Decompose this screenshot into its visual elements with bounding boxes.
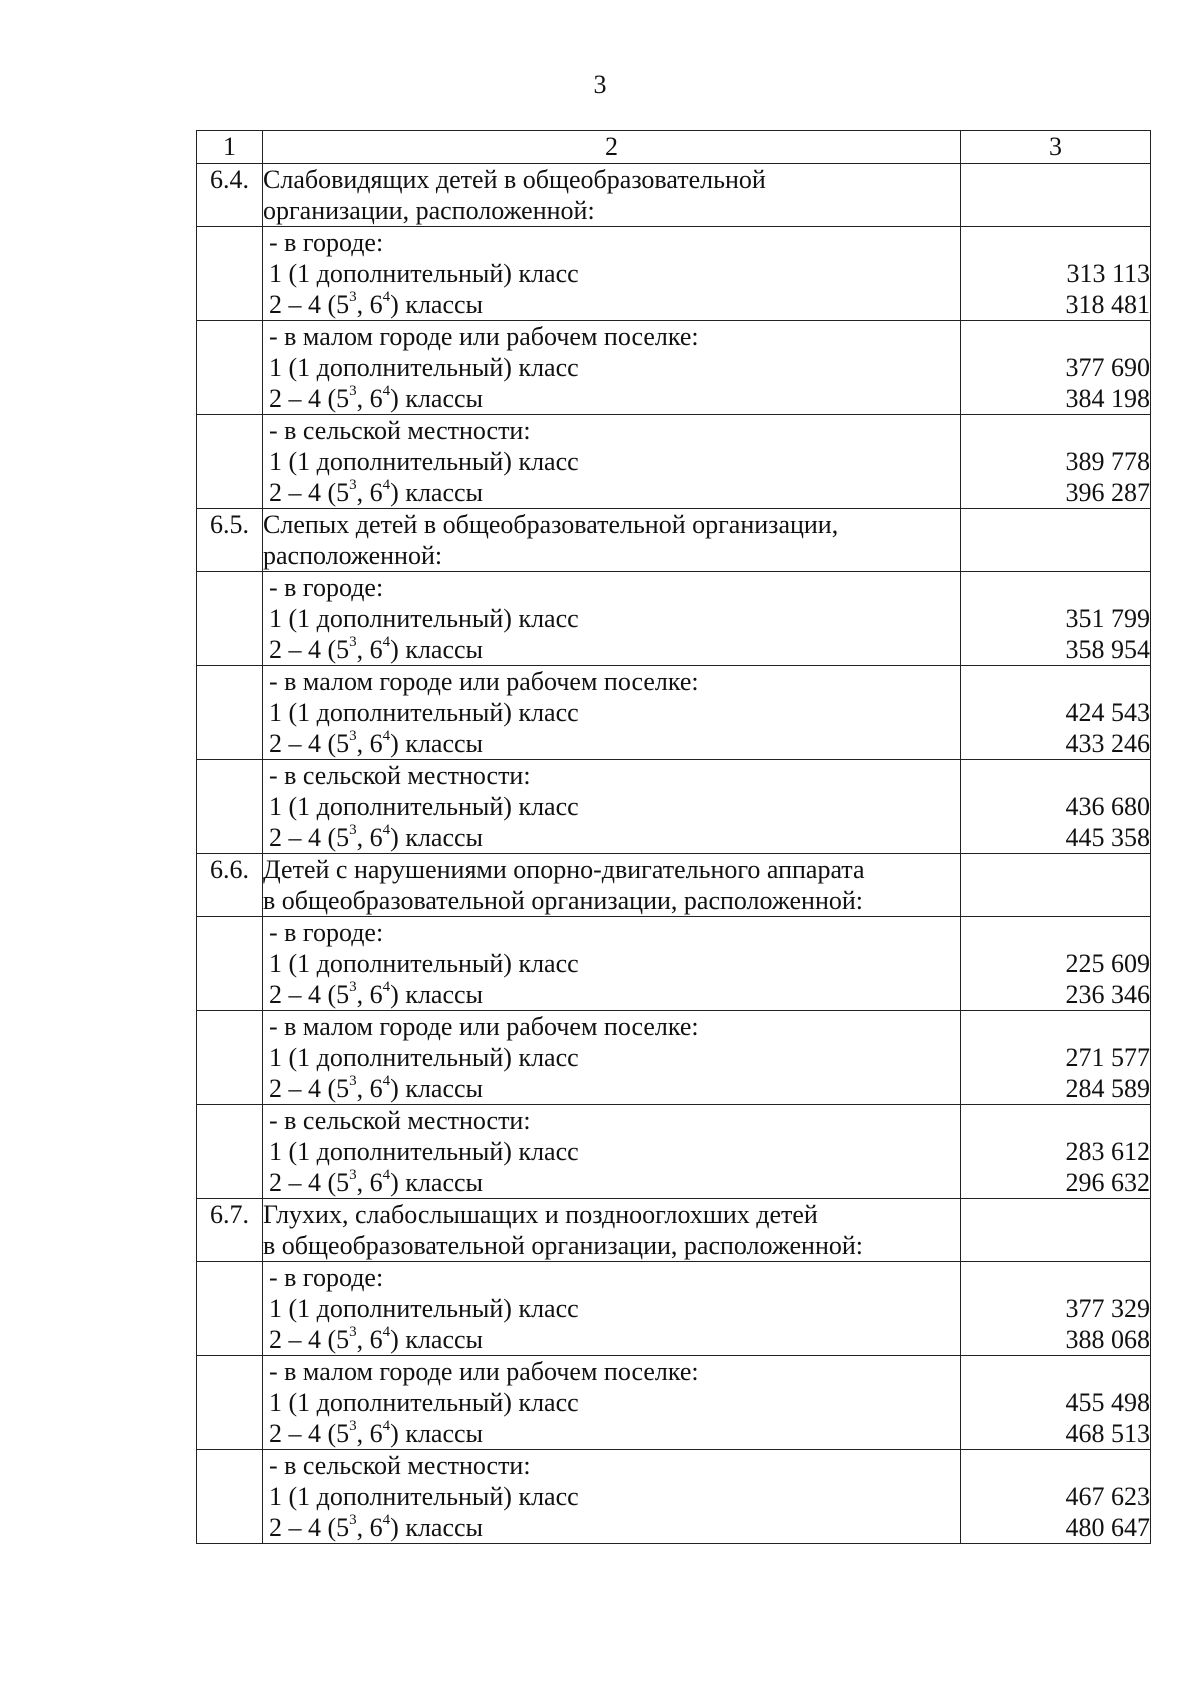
value-spacer: [961, 572, 1150, 603]
number-cell-empty: [197, 760, 263, 854]
section-number: 6.6.: [197, 854, 263, 917]
value-spacer: [961, 1011, 1150, 1042]
class-row-value: 271 577: [1065, 1043, 1150, 1072]
class-row-value: 377 690: [1065, 353, 1150, 382]
section-title-line: Слепых детей в общеобразовательной организации,: [263, 510, 839, 539]
location-group-text: [263, 1262, 961, 1356]
classes-row-value: 388 068: [1065, 1325, 1150, 1354]
footnote-ref: 4: [382, 477, 391, 494]
location-group-values: [961, 1262, 1151, 1356]
class-row-label: 1 (1 дополнительный) класс: [269, 447, 579, 476]
footnote-ref: 3: [349, 1418, 357, 1435]
class-row-label: 1 (1 дополнительный) класс: [269, 259, 579, 288]
class-row-value: 283 612: [1065, 1137, 1150, 1166]
classes-label-mid: , 6: [356, 980, 383, 1009]
location-group-row: [197, 1105, 1151, 1199]
value-spacer: [961, 1105, 1150, 1136]
classes-label-prefix: 2 – 4 (5: [269, 1325, 350, 1354]
location-group-row: [197, 572, 1151, 666]
section-value-empty: [961, 854, 1151, 917]
classes-label-prefix: 2 – 4 (5: [269, 384, 350, 413]
number-cell-empty: [197, 415, 263, 509]
footnote-ref: 4: [382, 634, 391, 651]
classes-label-suffix: ) классы: [390, 980, 484, 1009]
number-cell-empty: [197, 1105, 263, 1199]
section-number: 6.4.: [197, 164, 263, 227]
classes-row-value: 296 632: [1065, 1168, 1150, 1197]
classes-row-value: 480 647: [1065, 1513, 1150, 1542]
location-label: - в малом городе или рабочем поселке:: [269, 1357, 699, 1386]
classes-label-mid: , 6: [356, 823, 383, 852]
section-title-line: организации, расположенной:: [263, 196, 595, 225]
location-label: - в городе:: [269, 228, 384, 257]
section-title-line: расположенной:: [263, 541, 443, 570]
number-cell-empty: [197, 227, 263, 321]
location-group-values: [961, 1011, 1151, 1105]
location-group-row: [197, 1356, 1151, 1450]
classes-row-label: [263, 979, 960, 1010]
classes-row-label: [263, 728, 960, 759]
location-group-text: [263, 1450, 961, 1544]
classes-label-suffix: ) классы: [390, 823, 484, 852]
section-title-row: [197, 1199, 1151, 1262]
classes-label-mid: , 6: [356, 1168, 383, 1197]
number-cell-empty: [197, 666, 263, 760]
footnote-ref: 4: [382, 822, 391, 839]
location-group-text: [263, 415, 961, 509]
class-row-value: 436 680: [1065, 792, 1150, 821]
classes-label-suffix: ) классы: [390, 729, 484, 758]
footnote-ref: 4: [382, 1167, 391, 1184]
classes-label-mid: , 6: [356, 290, 383, 319]
class-row-value: 467 623: [1065, 1482, 1150, 1511]
section-title: [263, 164, 961, 227]
classes-row-label: [263, 822, 960, 853]
section-title-line: Детей с нарушениями опорно-двигательного аппарата: [263, 855, 865, 884]
classes-label-suffix: ) классы: [390, 1168, 484, 1197]
value-spacer: [961, 227, 1150, 258]
classes-label-suffix: ) классы: [390, 290, 484, 319]
location-label: - в малом городе или рабочем поселке:: [269, 1012, 699, 1041]
classes-label-prefix: 2 – 4 (5: [269, 635, 350, 664]
class-row-label: 1 (1 дополнительный) класс: [269, 1482, 579, 1511]
location-label: - в городе:: [269, 918, 384, 947]
classes-label-suffix: ) классы: [390, 384, 484, 413]
section-title-line: в общеобразовательной организации, расположенной:: [263, 1231, 864, 1260]
location-group-row: [197, 666, 1151, 760]
location-group-text: [263, 760, 961, 854]
footnote-ref: 3: [349, 477, 357, 494]
location-label: - в сельской местности:: [269, 1451, 531, 1480]
classes-label-prefix: 2 – 4 (5: [269, 729, 350, 758]
classes-row-label: [263, 1418, 960, 1449]
class-row-value: 455 498: [1065, 1388, 1150, 1417]
location-group-values: [961, 1105, 1151, 1199]
value-spacer: [961, 760, 1150, 791]
section-value-empty: [961, 164, 1151, 227]
number-cell-empty: [197, 1011, 263, 1105]
value-spacer: [961, 666, 1150, 697]
class-row-value: 313 113: [1066, 259, 1150, 288]
value-spacer: [961, 1450, 1150, 1481]
location-group-row: [197, 227, 1151, 321]
class-row-label: 1 (1 дополнительный) класс: [269, 792, 579, 821]
location-group-text: [263, 227, 961, 321]
classes-label-mid: , 6: [356, 729, 383, 758]
classes-label-mid: , 6: [356, 478, 383, 507]
classes-row-label: [263, 383, 960, 414]
footnote-ref: 4: [382, 1324, 391, 1341]
location-label: - в сельской местности:: [269, 1106, 531, 1135]
table-header-row: [197, 131, 1151, 164]
classes-label-suffix: ) классы: [390, 635, 484, 664]
classes-label-suffix: ) классы: [390, 1513, 484, 1542]
classes-row-value: 396 287: [1065, 478, 1150, 507]
classes-row-value: 468 513: [1065, 1419, 1150, 1448]
classes-label-mid: , 6: [356, 384, 383, 413]
classes-label-mid: , 6: [356, 1419, 383, 1448]
number-cell-empty: [197, 917, 263, 1011]
class-row-value: 389 778: [1065, 447, 1150, 476]
classes-row-value: 284 589: [1065, 1074, 1150, 1103]
location-group-values: [961, 321, 1151, 415]
location-group-values: [961, 917, 1151, 1011]
footnote-ref: 4: [382, 1073, 391, 1090]
number-cell-empty: [197, 1356, 263, 1450]
footnote-ref: 3: [349, 383, 357, 400]
classes-label-mid: , 6: [356, 1325, 383, 1354]
column-header-1: 1: [197, 131, 263, 164]
class-row-value: 351 799: [1065, 604, 1150, 633]
class-row-label: 1 (1 дополнительный) класс: [269, 604, 579, 633]
classes-label-prefix: 2 – 4 (5: [269, 1419, 350, 1448]
page-number: 3: [593, 70, 607, 99]
footnote-ref: 4: [382, 979, 391, 996]
classes-row-label: [263, 289, 960, 320]
classes-row-value: 318 481: [1065, 290, 1150, 319]
footnote-ref: 3: [349, 1324, 357, 1341]
section-value-empty: [961, 509, 1151, 572]
section-title-line: в общеобразовательной организации, расположенной:: [263, 886, 864, 915]
location-group-text: [263, 1105, 961, 1199]
location-label: - в малом городе или рабочем поселке:: [269, 667, 699, 696]
classes-label-suffix: ) классы: [390, 1419, 484, 1448]
location-label: - в городе:: [269, 1263, 384, 1292]
value-spacer: [961, 1262, 1150, 1293]
location-group-values: [961, 760, 1151, 854]
number-cell-empty: [197, 1262, 263, 1356]
section-value-empty: [961, 1199, 1151, 1262]
section-title: [263, 509, 961, 572]
column-header-3: 3: [961, 131, 1151, 164]
section-title: [263, 1199, 961, 1262]
location-group-text: [263, 1356, 961, 1450]
class-row-label: 1 (1 дополнительный) класс: [269, 1294, 579, 1323]
classes-label-mid: , 6: [356, 1074, 383, 1103]
section-title: [263, 854, 961, 917]
classes-label-prefix: 2 – 4 (5: [269, 1168, 350, 1197]
classes-label-prefix: 2 – 4 (5: [269, 478, 350, 507]
classes-row-value: 445 358: [1065, 823, 1150, 852]
classes-row-label: [263, 1324, 960, 1355]
section-title-row: [197, 854, 1151, 917]
location-group-values: [961, 572, 1151, 666]
location-label: - в малом городе или рабочем поселке:: [269, 322, 699, 351]
location-group-row: [197, 321, 1151, 415]
classes-label-prefix: 2 – 4 (5: [269, 823, 350, 852]
location-group-row: [197, 1011, 1151, 1105]
location-group-row: [197, 760, 1151, 854]
footnote-ref: 3: [349, 1073, 357, 1090]
section-title-line: Глухих, слабослышащих и позднооглохших детей: [263, 1200, 818, 1229]
column-header-2: 2: [263, 131, 961, 164]
location-group-row: [197, 917, 1151, 1011]
tariff-table: [196, 130, 1151, 1544]
location-label: - в городе:: [269, 573, 384, 602]
footnote-ref: 4: [382, 1418, 391, 1435]
section-title-row: [197, 164, 1151, 227]
classes-label-mid: , 6: [356, 635, 383, 664]
location-group-values: [961, 227, 1151, 321]
class-row-label: 1 (1 дополнительный) класс: [269, 949, 579, 978]
location-label: - в сельской местности:: [269, 761, 531, 790]
footnote-ref: 4: [382, 1512, 391, 1529]
value-spacer: [961, 1356, 1150, 1387]
classes-row-value: 384 198: [1065, 384, 1150, 413]
location-group-text: [263, 321, 961, 415]
class-row-label: 1 (1 дополнительный) класс: [269, 698, 579, 727]
footnote-ref: 3: [349, 289, 357, 306]
section-title-row: [197, 509, 1151, 572]
classes-row-label: [263, 1073, 960, 1104]
classes-row-value: 236 346: [1065, 980, 1150, 1009]
location-group-row: [197, 415, 1151, 509]
classes-row-label: [263, 1167, 960, 1198]
footnote-ref: 4: [382, 728, 391, 745]
location-group-values: [961, 1450, 1151, 1544]
classes-row-value: 358 954: [1065, 635, 1150, 664]
location-group-row: [197, 1450, 1151, 1544]
location-group-text: [263, 572, 961, 666]
classes-label-prefix: 2 – 4 (5: [269, 290, 350, 319]
classes-label-prefix: 2 – 4 (5: [269, 980, 350, 1009]
classes-label-suffix: ) классы: [390, 478, 484, 507]
class-row-label: 1 (1 дополнительный) класс: [269, 1388, 579, 1417]
number-cell-empty: [197, 321, 263, 415]
number-cell-empty: [197, 1450, 263, 1544]
location-group-text: [263, 917, 961, 1011]
footnote-ref: 3: [349, 1512, 357, 1529]
location-group-text: [263, 1011, 961, 1105]
location-group-values: [961, 666, 1151, 760]
classes-label-mid: , 6: [356, 1513, 383, 1542]
class-row-label: 1 (1 дополнительный) класс: [269, 1137, 579, 1166]
value-spacer: [961, 917, 1150, 948]
classes-label-suffix: ) классы: [390, 1074, 484, 1103]
location-group-values: [961, 415, 1151, 509]
classes-row-value: 433 246: [1065, 729, 1150, 758]
value-spacer: [961, 321, 1150, 352]
class-row-value: 424 543: [1065, 698, 1150, 727]
section-title-line: Слабовидящих детей в общеобразовательной: [263, 165, 766, 194]
classes-label-prefix: 2 – 4 (5: [269, 1074, 350, 1103]
class-row-value: 377 329: [1065, 1294, 1150, 1323]
location-group-text: [263, 666, 961, 760]
footnote-ref: 3: [349, 979, 357, 996]
footnote-ref: 3: [349, 728, 357, 745]
value-spacer: [961, 415, 1150, 446]
class-row-label: 1 (1 дополнительный) класс: [269, 353, 579, 382]
classes-row-label: [263, 477, 960, 508]
footnote-ref: 4: [382, 289, 391, 306]
footnote-ref: 3: [349, 1167, 357, 1184]
footnote-ref: 3: [349, 634, 357, 651]
location-group-row: [197, 1262, 1151, 1356]
location-label: - в сельской местности:: [269, 416, 531, 445]
class-row-value: 225 609: [1065, 949, 1150, 978]
section-number: 6.7.: [197, 1199, 263, 1262]
classes-row-label: [263, 634, 960, 665]
classes-row-label: [263, 1512, 960, 1543]
footnote-ref: 3: [349, 822, 357, 839]
number-cell-empty: [197, 572, 263, 666]
classes-label-suffix: ) классы: [390, 1325, 484, 1354]
classes-label-prefix: 2 – 4 (5: [269, 1513, 350, 1542]
footnote-ref: 4: [382, 383, 391, 400]
location-group-values: [961, 1356, 1151, 1450]
class-row-label: 1 (1 дополнительный) класс: [269, 1043, 579, 1072]
section-number: 6.5.: [197, 509, 263, 572]
